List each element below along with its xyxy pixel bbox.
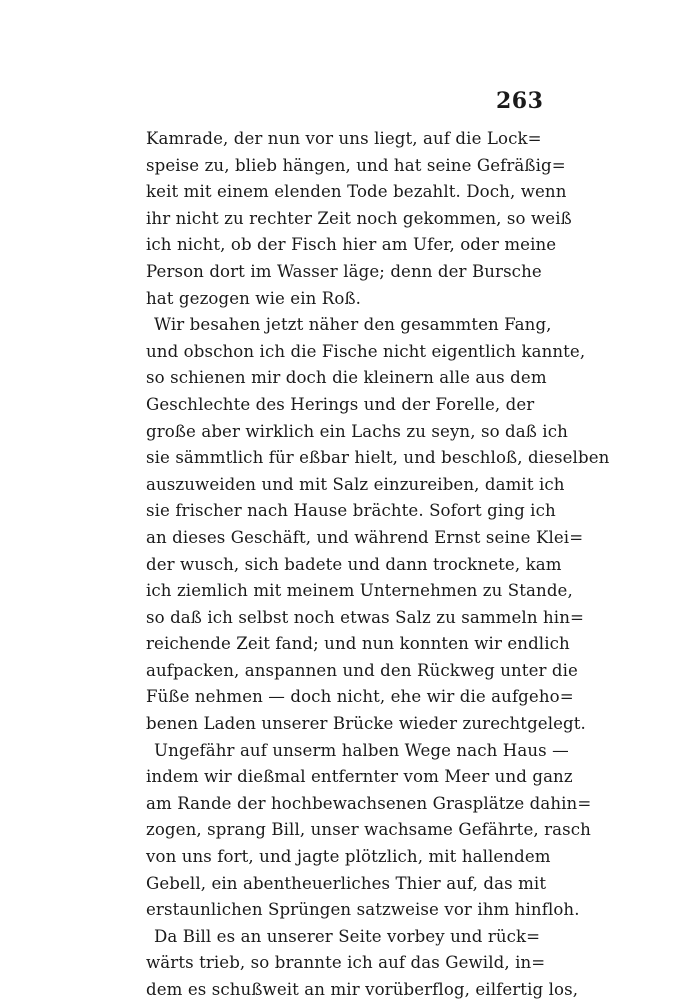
text-line: Da Bill es an unserer Seite vorbey und rück= bbox=[154, 926, 541, 946]
text-line: sie frischer nach Hause brächte. Sofort ging ich bbox=[146, 501, 556, 521]
text-line: Ungefähr auf unserm halben Wege nach Haus — bbox=[154, 740, 569, 760]
text-line: indem wir dießmal entfernter vom Meer und ganz bbox=[146, 767, 573, 787]
text-line: hat gezogen wie ein Roß. bbox=[146, 288, 362, 308]
text-line: dem es schußweit an mir vorüberflog, eilfertig los, bbox=[146, 980, 579, 999]
text-line: so schienen mir doch die kleinern alle aus dem bbox=[146, 368, 547, 388]
text-line: speise zu, blieb hängen, und hat seine Gefräßig= bbox=[146, 155, 566, 175]
text-line: auszuweiden und mit Salz einzureiben, damit ich bbox=[146, 474, 565, 494]
page-number: 263 bbox=[496, 88, 544, 114]
text-line: benen Laden unserer Brücke wieder zurechtgelegt. bbox=[146, 714, 586, 734]
text-line: wärts trieb, so brannte ich auf das Gewild, in= bbox=[146, 953, 546, 973]
text-line: von uns fort, und jagte plötzlich, mit hallendem bbox=[146, 847, 551, 867]
text-line: Gebell, ein abentheuerliches Thier auf, das mit bbox=[146, 873, 547, 893]
text-line: und obschon ich die Fische nicht eigentlich kannte, bbox=[146, 341, 586, 361]
text-line: Geschlechte des Herings und der Forelle, der bbox=[146, 394, 535, 414]
body-text bbox=[146, 126, 610, 1004]
text-line: so daß ich selbst noch etwas Salz zu sammeln hin= bbox=[146, 607, 584, 627]
text-line: sie sämmtlich für eßbar hielt, und beschloß, dieselben bbox=[146, 448, 610, 468]
text-line: ich ziemlich mit meinem Unternehmen zu Stande, bbox=[146, 581, 573, 601]
text-line: keit mit einem elenden Tode bezahlt. Doch, wenn bbox=[146, 182, 567, 202]
text-line: an dieses Geschäft, und während Ernst seine Klei= bbox=[146, 527, 584, 547]
text-line: Person dort im Wasser läge; denn der Bursche bbox=[146, 261, 542, 281]
text-line: erstaunlichen Sprüngen satzweise vor ihm hinfloh. bbox=[146, 900, 580, 920]
text-line: ich nicht, ob der Fisch hier am Ufer, oder meine bbox=[146, 235, 557, 255]
text-line: ihr nicht zu rechter Zeit noch gekommen, so weiß bbox=[146, 208, 572, 228]
text-line: Kamrade, der nun vor uns liegt, auf die Lock= bbox=[146, 129, 542, 148]
text-line: Wir besahen jetzt näher den gesammten Fang, bbox=[154, 315, 552, 335]
text-line: aufpacken, anspannen und den Rückweg unter die bbox=[146, 660, 578, 680]
text-line: zogen, sprang Bill, unser wachsame Gefährte, rasch bbox=[146, 820, 591, 840]
text-line: Füße nehmen — doch nicht, ehe wir die aufgeho= bbox=[146, 687, 574, 707]
text-line: große aber wirklich ein Lachs zu seyn, so daß ich bbox=[146, 421, 568, 441]
text-line: am Rande der hochbewachsenen Grasplätze dahin= bbox=[146, 793, 592, 813]
text-line: reichende Zeit fand; und nun konnten wir endlich bbox=[146, 634, 570, 654]
text-line: der wusch, sich badete und dann trocknete, kam bbox=[146, 554, 562, 574]
